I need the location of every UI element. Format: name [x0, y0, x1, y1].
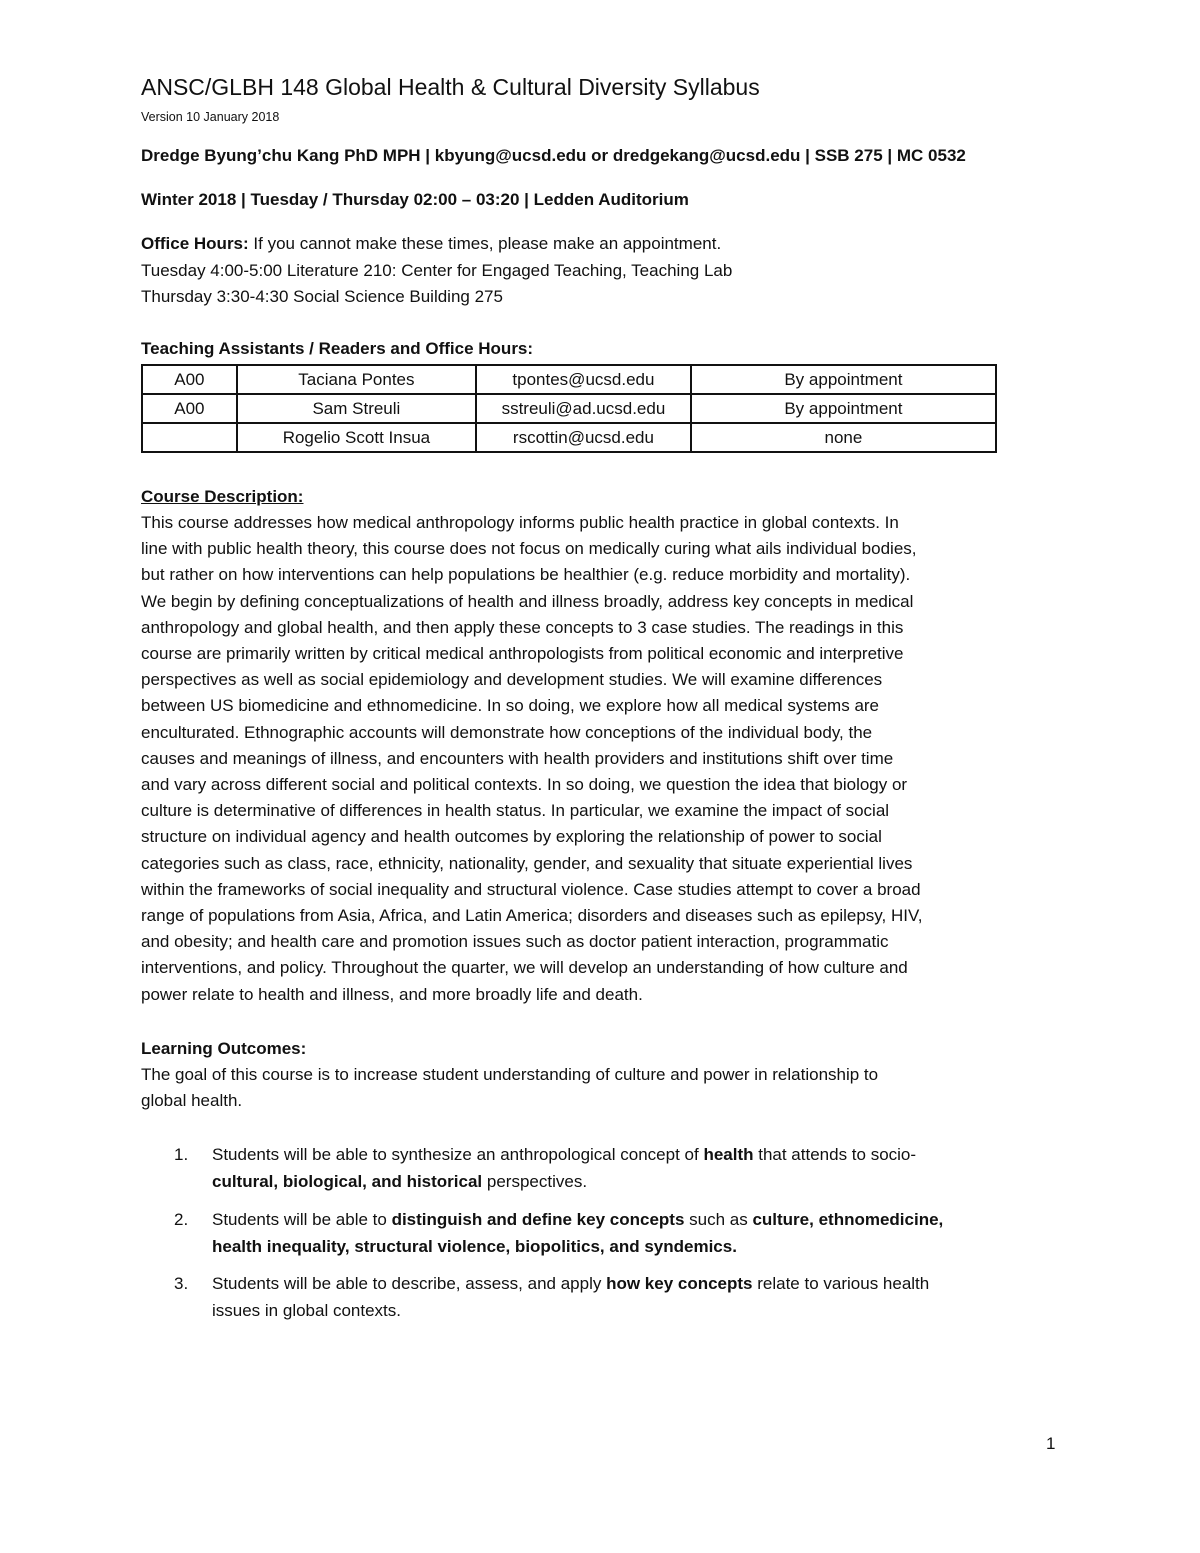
outcome-emphasis: cultural, biological, and historical — [212, 1172, 483, 1191]
outcome-emphasis: health — [703, 1145, 754, 1164]
ta-section: A00 — [142, 394, 237, 423]
ta-name: Taciana Pontes — [237, 365, 476, 394]
description-line: range of populations from Asia, Africa, and Latin America; disorders and diseases such as epilepsy, HIV, — [141, 906, 923, 926]
description-line: categories such as class, race, ethnicity, nationality, gender, and sexuality that situate experiential lives — [141, 853, 913, 873]
office-hours-tuesday: Tuesday 4:00-5:00 Literature 210: Center for Engaged Teaching, Teaching Lab — [141, 261, 733, 280]
description-line: culture is determinative of differences in health status. In particular, we examine the impact of social — [141, 801, 890, 821]
office-hours-label: Office Hours: — [141, 234, 249, 253]
description-line: anthropology and global health, and then apply these concepts to 3 case studies. The readings in this — [141, 617, 904, 637]
office-hours-thursday: Thursday 3:30-4:30 Social Science Building 275 — [141, 287, 503, 306]
outcome-emphasis: culture, ethnomedicine, — [752, 1210, 944, 1229]
ta-hours: none — [691, 423, 996, 452]
intro-line: global health. — [141, 1091, 243, 1111]
description-line: and obesity; and health care and promotion issues such as doctor patient interaction, programmatic — [141, 932, 889, 952]
outcome-emphasis: how key concepts — [606, 1274, 753, 1293]
ta-hours: By appointment — [691, 394, 996, 423]
ta-section — [142, 423, 237, 452]
outcome-text-part: that attends to socio- — [753, 1145, 917, 1164]
page-number: 1 — [1046, 1434, 1056, 1453]
description-line: and vary across different social and political contexts. In so doing, we question the idea that biology or — [141, 775, 908, 795]
outcome-text — [212, 1206, 1062, 1260]
ta-name: Sam Streuli — [237, 394, 476, 423]
table-row — [142, 394, 996, 423]
outcome-text-part: Students will be able to describe, assess, and apply — [212, 1274, 607, 1293]
outcome-text-part: Students will be able to synthesize an anthropological concept of — [212, 1145, 704, 1164]
ta-section: A00 — [142, 365, 237, 394]
description-line: interventions, and policy. Throughout the quarter, we will develop an understanding of how culture and — [141, 958, 908, 978]
ta-email: rscottin@ucsd.edu — [476, 423, 691, 452]
ta-hours: By appointment — [691, 365, 996, 394]
description-line: line with public health theory, this course does not focus on medically curing what ails individual bodies, — [141, 539, 917, 559]
description-line: power relate to health and illness, and more broadly life and death. — [141, 984, 643, 1004]
description-line: structure on individual agency and health outcomes by exploring the relationship of power to social — [141, 827, 882, 847]
outcome-text-part: issues in global contexts. — [212, 1301, 401, 1320]
office-hours-note: If you cannot make these times, please make an appointment. — [248, 234, 722, 253]
description-line: causes and meanings of illness, and encounters with health providers and institutions shift over time — [141, 748, 894, 768]
instructor-line: Dredge Byung’chu Kang PhD MPH | kbyung@ucsd.edu or dredgekang@ucsd.edu | SSB 275 | MC 0532 — [141, 146, 966, 165]
outcome-text-part: relate to various health — [752, 1274, 930, 1293]
learning-outcomes-heading: Learning Outcomes: — [141, 1039, 307, 1058]
description-line: but rather on how interventions can help populations be healthier (e.g. reduce morbidity and mortality). — [141, 565, 911, 585]
outcome-number: 1. — [174, 1145, 189, 1164]
description-line: within the frameworks of social inequality and structural violence. Case studies attempt to cover a broad — [141, 879, 921, 899]
table-row — [142, 365, 996, 394]
outcome-number: 3. — [174, 1274, 189, 1293]
outcome-text-part: perspectives. — [482, 1172, 588, 1191]
ta-table — [141, 364, 997, 453]
description-line: enculturated. Ethnographic accounts will demonstrate how conceptions of the individual body, the — [141, 722, 873, 742]
description-line: We begin by defining conceptualizations of health and illness broadly, address key concepts in medical — [141, 591, 914, 611]
outcome-number: 2. — [174, 1210, 189, 1229]
learning-outcomes-intro — [141, 1062, 1061, 1114]
outcome-text — [212, 1270, 1062, 1324]
ta-email: sstreuli@ad.ucsd.edu — [476, 394, 691, 423]
table-row — [142, 423, 996, 452]
page-title: ANSC/GLBH 148 Global Health & Cultural Diversity Syllabus — [141, 74, 760, 100]
ta-name: Rogelio Scott Insua — [237, 423, 476, 452]
course-description-heading: Course Description: — [141, 487, 304, 506]
intro-line: The goal of this course is to increase student understanding of culture and power in relationship to — [141, 1065, 879, 1084]
description-line: perspectives as well as social epidemiology and development studies. We will examine differences — [141, 670, 883, 690]
schedule-line: Winter 2018 | Tuesday / Thursday 02:00 – 03:20 | Ledden Auditorium — [141, 190, 689, 209]
description-line: This course addresses how medical anthropology informs public health practice in global contexts. In — [141, 513, 899, 532]
ta-email: tpontes@ucsd.edu — [476, 365, 691, 394]
outcome-emphasis: distinguish and define key concepts — [391, 1210, 685, 1229]
ta-heading: Teaching Assistants / Readers and Office Hours: — [141, 339, 534, 358]
outcome-text-part: Students will be able to — [212, 1210, 392, 1229]
version-label: Version 10 January 2018 — [141, 110, 280, 124]
outcome-text — [212, 1141, 1062, 1195]
course-description-body — [141, 510, 1061, 1008]
outcome-emphasis: health inequality, structural violence, biopolitics, and syndemics. — [212, 1237, 737, 1256]
description-line: between US biomedicine and ethnomedicine. In so doing, we explore how all medical systems are — [141, 696, 880, 716]
outcome-text-part: such as — [684, 1210, 753, 1229]
office-hours-line — [141, 231, 721, 257]
description-line: course are primarily written by critical medical anthropologists from political economic and interpretive — [141, 644, 904, 664]
